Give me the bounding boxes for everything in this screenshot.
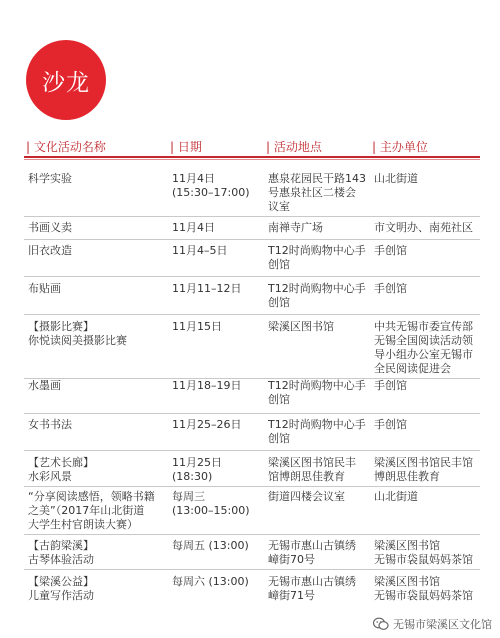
header-date: | 日期 (170, 140, 202, 154)
cell-date: 每周六 (13:00) (172, 575, 249, 588)
cell-date: 每周五 (13:00) (172, 539, 249, 552)
cell-place: 梁溪区图书馆 (268, 320, 334, 333)
cell-place: T12时尚购物中心手 创馆 (268, 418, 366, 445)
cell-activity-name: “分享阅读感悟，领略书籍 之美”（2017年山北街道 大学生村官朗读大赛） (28, 490, 155, 531)
cell-host: 手创馆 (374, 418, 407, 431)
table-row (24, 456, 480, 487)
cell-host: 山北街道 (374, 490, 418, 503)
table-row (24, 490, 480, 535)
cell-activity-name: 【梁溪公益】 儿童写作活动 (28, 575, 94, 602)
cell-activity-name: 科学实验 (28, 172, 72, 185)
header-subrule (24, 159, 480, 160)
cell-place: T12时尚购物中心手 创馆 (268, 244, 366, 271)
cell-activity-name: 女书书法 (28, 418, 72, 431)
table-header (24, 134, 480, 156)
cell-date: 11月4日 (15:30–17:00) (172, 172, 250, 199)
table-row (24, 221, 480, 240)
cell-host: 梁溪区图书馆 无锡市袋鼠妈妈茶馆 (374, 575, 473, 602)
section-badge (26, 40, 106, 120)
cell-host: 梁溪区图书馆 无锡市袋鼠妈妈茶馆 (374, 539, 473, 566)
cell-activity-name: 旧衣改造 (28, 244, 72, 257)
header-rule (24, 156, 480, 158)
cell-date: 11月18–19日 (172, 379, 242, 392)
wechat-watermark (373, 616, 492, 632)
table-row (24, 172, 480, 217)
table-row (24, 539, 480, 570)
cell-host: 手创馆 (374, 379, 407, 392)
cell-activity-name: 水墨画 (28, 379, 61, 392)
table-row (24, 575, 480, 605)
cell-place: 梁溪区图书馆民丰 馆博朗思佳教育 (268, 456, 356, 483)
cell-place: T12时尚购物中心手 创馆 (268, 379, 366, 406)
cell-host: 市文明办、南苑社区 (374, 221, 473, 234)
table-row (24, 418, 480, 451)
cell-host: 手创馆 (374, 244, 407, 257)
cell-host: 中共无锡市委宣传部 无锡全国阅读活动领 导小组办公室无锡市 全民阅读促进会 (374, 320, 473, 375)
cell-activity-name: 【艺术长廊】 水彩风景 (28, 456, 94, 483)
cell-date: 11月11–12日 (172, 282, 242, 295)
wechat-icon (373, 617, 389, 631)
cell-place: 南禅寺广场 (268, 221, 323, 234)
cell-place: 无锡市惠山古镇绣 嶂街71号 (268, 575, 356, 602)
cell-activity-name: 【古韵梁溪】 古琴体验活动 (28, 539, 94, 566)
cell-activity-name: 书画义卖 (28, 221, 72, 234)
cell-date: 11月4–5日 (172, 244, 228, 257)
cell-date: 11月15日 (172, 320, 222, 333)
table-row (24, 244, 480, 277)
cell-date: 11月25日 (18:30) (172, 456, 222, 483)
cell-activity-name: 布贴画 (28, 282, 61, 295)
cell-date: 11月25–26日 (172, 418, 242, 431)
cell-place: 无锡市惠山古镇绣 嶂街70号 (268, 539, 356, 566)
table-row (24, 320, 480, 379)
table-row (24, 282, 480, 315)
header-place: | 活动地点 (266, 140, 322, 154)
table-row (24, 379, 480, 414)
header-host: | 主办单位 (372, 140, 428, 154)
cell-place: 街道四楼会议室 (268, 490, 345, 503)
cell-place: 惠泉花园民干路143 号惠泉社区二楼会 议室 (268, 172, 366, 213)
cell-place: T12时尚购物中心手 创馆 (268, 282, 366, 309)
watermark-text: 无锡市梁溪区文化馆 (393, 618, 492, 631)
cell-date: 11月4日 (172, 221, 215, 234)
cell-activity-name: 【摄影比赛】 你悦读阅美摄影比赛 (28, 320, 127, 347)
cell-host: 手创馆 (374, 282, 407, 295)
cell-host: 梁溪区图书馆民丰馆 博朗思佳教育 (374, 456, 473, 483)
header-activity-name: | 文化活动名称 (26, 140, 106, 154)
cell-date: 每周三 (13:00–15:00) (172, 490, 250, 517)
cell-host: 山北街道 (374, 172, 418, 185)
section-badge-label: 沙龙 (42, 69, 90, 96)
